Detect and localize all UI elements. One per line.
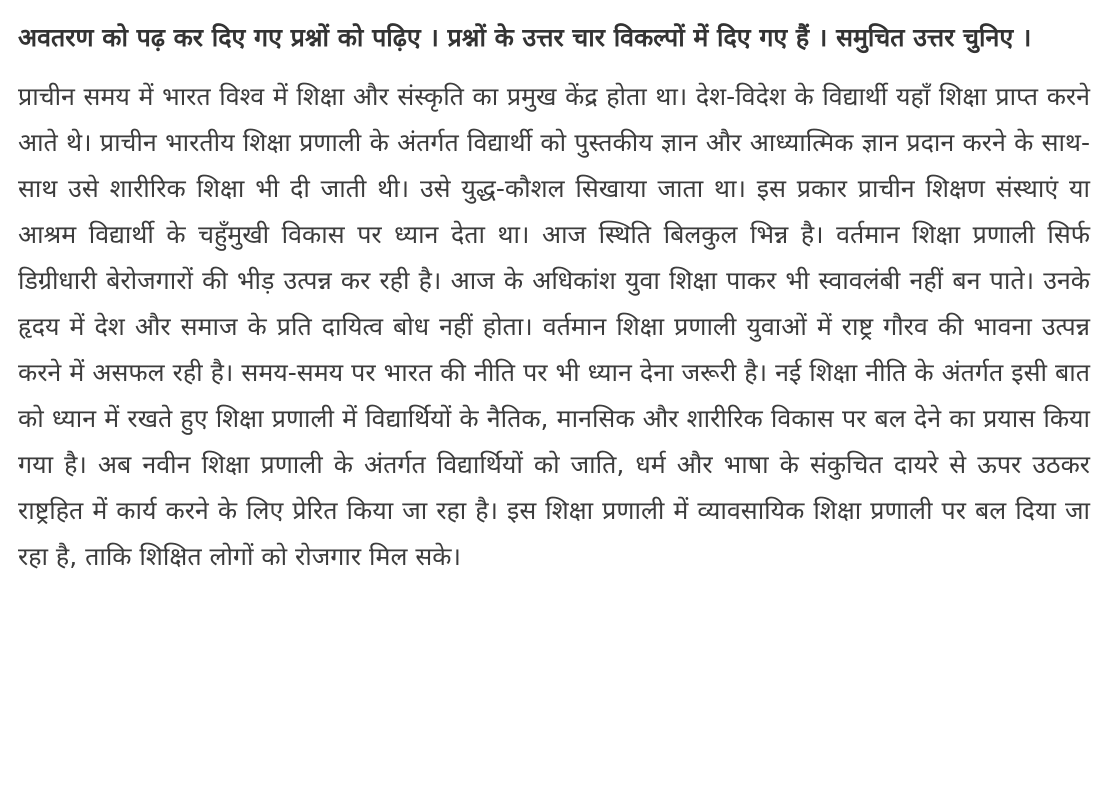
reading-passage: प्राचीन समय में भारत विश्व में शिक्षा और संस्कृति का प्रमुख केंद्र होता था। देश-विदेश के विद्यार्थी यहाँ शिक्षा प्राप्त करने आते थे। प्राचीन भारतीय शिक्षा प्रणाली के अंतर्गत विद्यार्थी को पुस्तकीय ज्ञान और आध्यात्मिक ज्ञान प्रदान करने के साथ-साथ उसे शारीरिक शिक्षा भी दी जाती थी। उसे युद्ध-कौशल सिखाया जाता था। इस प्रकार प्राचीन शिक्षण संस्थाएं या आश्रम विद्यार्थी के चहुँमुखी विकास पर ध्यान देता था। आज स्थिति बिलकुल भिन्न है। वर्तमान शिक्षा प्रणाली सिर्फ डिग्रीधारी बेरोजगारों की भीड़ उत्पन्न कर रही है। आज के अधिकांश युवा शिक्षा पाकर भी स्वावलंबी नहीं बन पाते। उनके हृदय में देश और समाज के प्रति दायित्व बोध नहीं होता। वर्तमान शिक्षा प्रणाली युवाओं में राष्ट्र गौरव की भावना उत्पन्न करने में असफल रही है। समय-समय पर भारत की नीति पर भी ध्यान देना जरूरी है। नई शिक्षा नीति के अंतर्गत इसी बात को ध्यान में रखते हुए शिक्षा प्रणाली में विद्यार्थियों के नैतिक, मानसिक और शारीरिक विकास पर बल देने का प्रयास किया गया है। अब नवीन शिक्षा प्रणाली के अंतर्गत विद्यार्थियों को जाति, धर्म और भाषा के संकुचित दायरे से ऊपर उठकर राष्ट्रहित में कार्य करने के लिए प्रेरित किया जा रहा है। इस शिक्षा प्रणाली में व्यावसायिक शिक्षा प्रणाली पर बल दिया जा रहा है, ताकि शिक्षित लोगों को रोजगार मिल सके। bbox=[18, 82, 1090, 571]
question-instruction: अवतरण को पढ़ कर दिए गए प्रश्नों को पढ़िए । प्रश्नों के उत्तर चार विकल्पों में दिए गए हैं । समुचित उत्तर चुनिए । bbox=[18, 23, 1032, 52]
